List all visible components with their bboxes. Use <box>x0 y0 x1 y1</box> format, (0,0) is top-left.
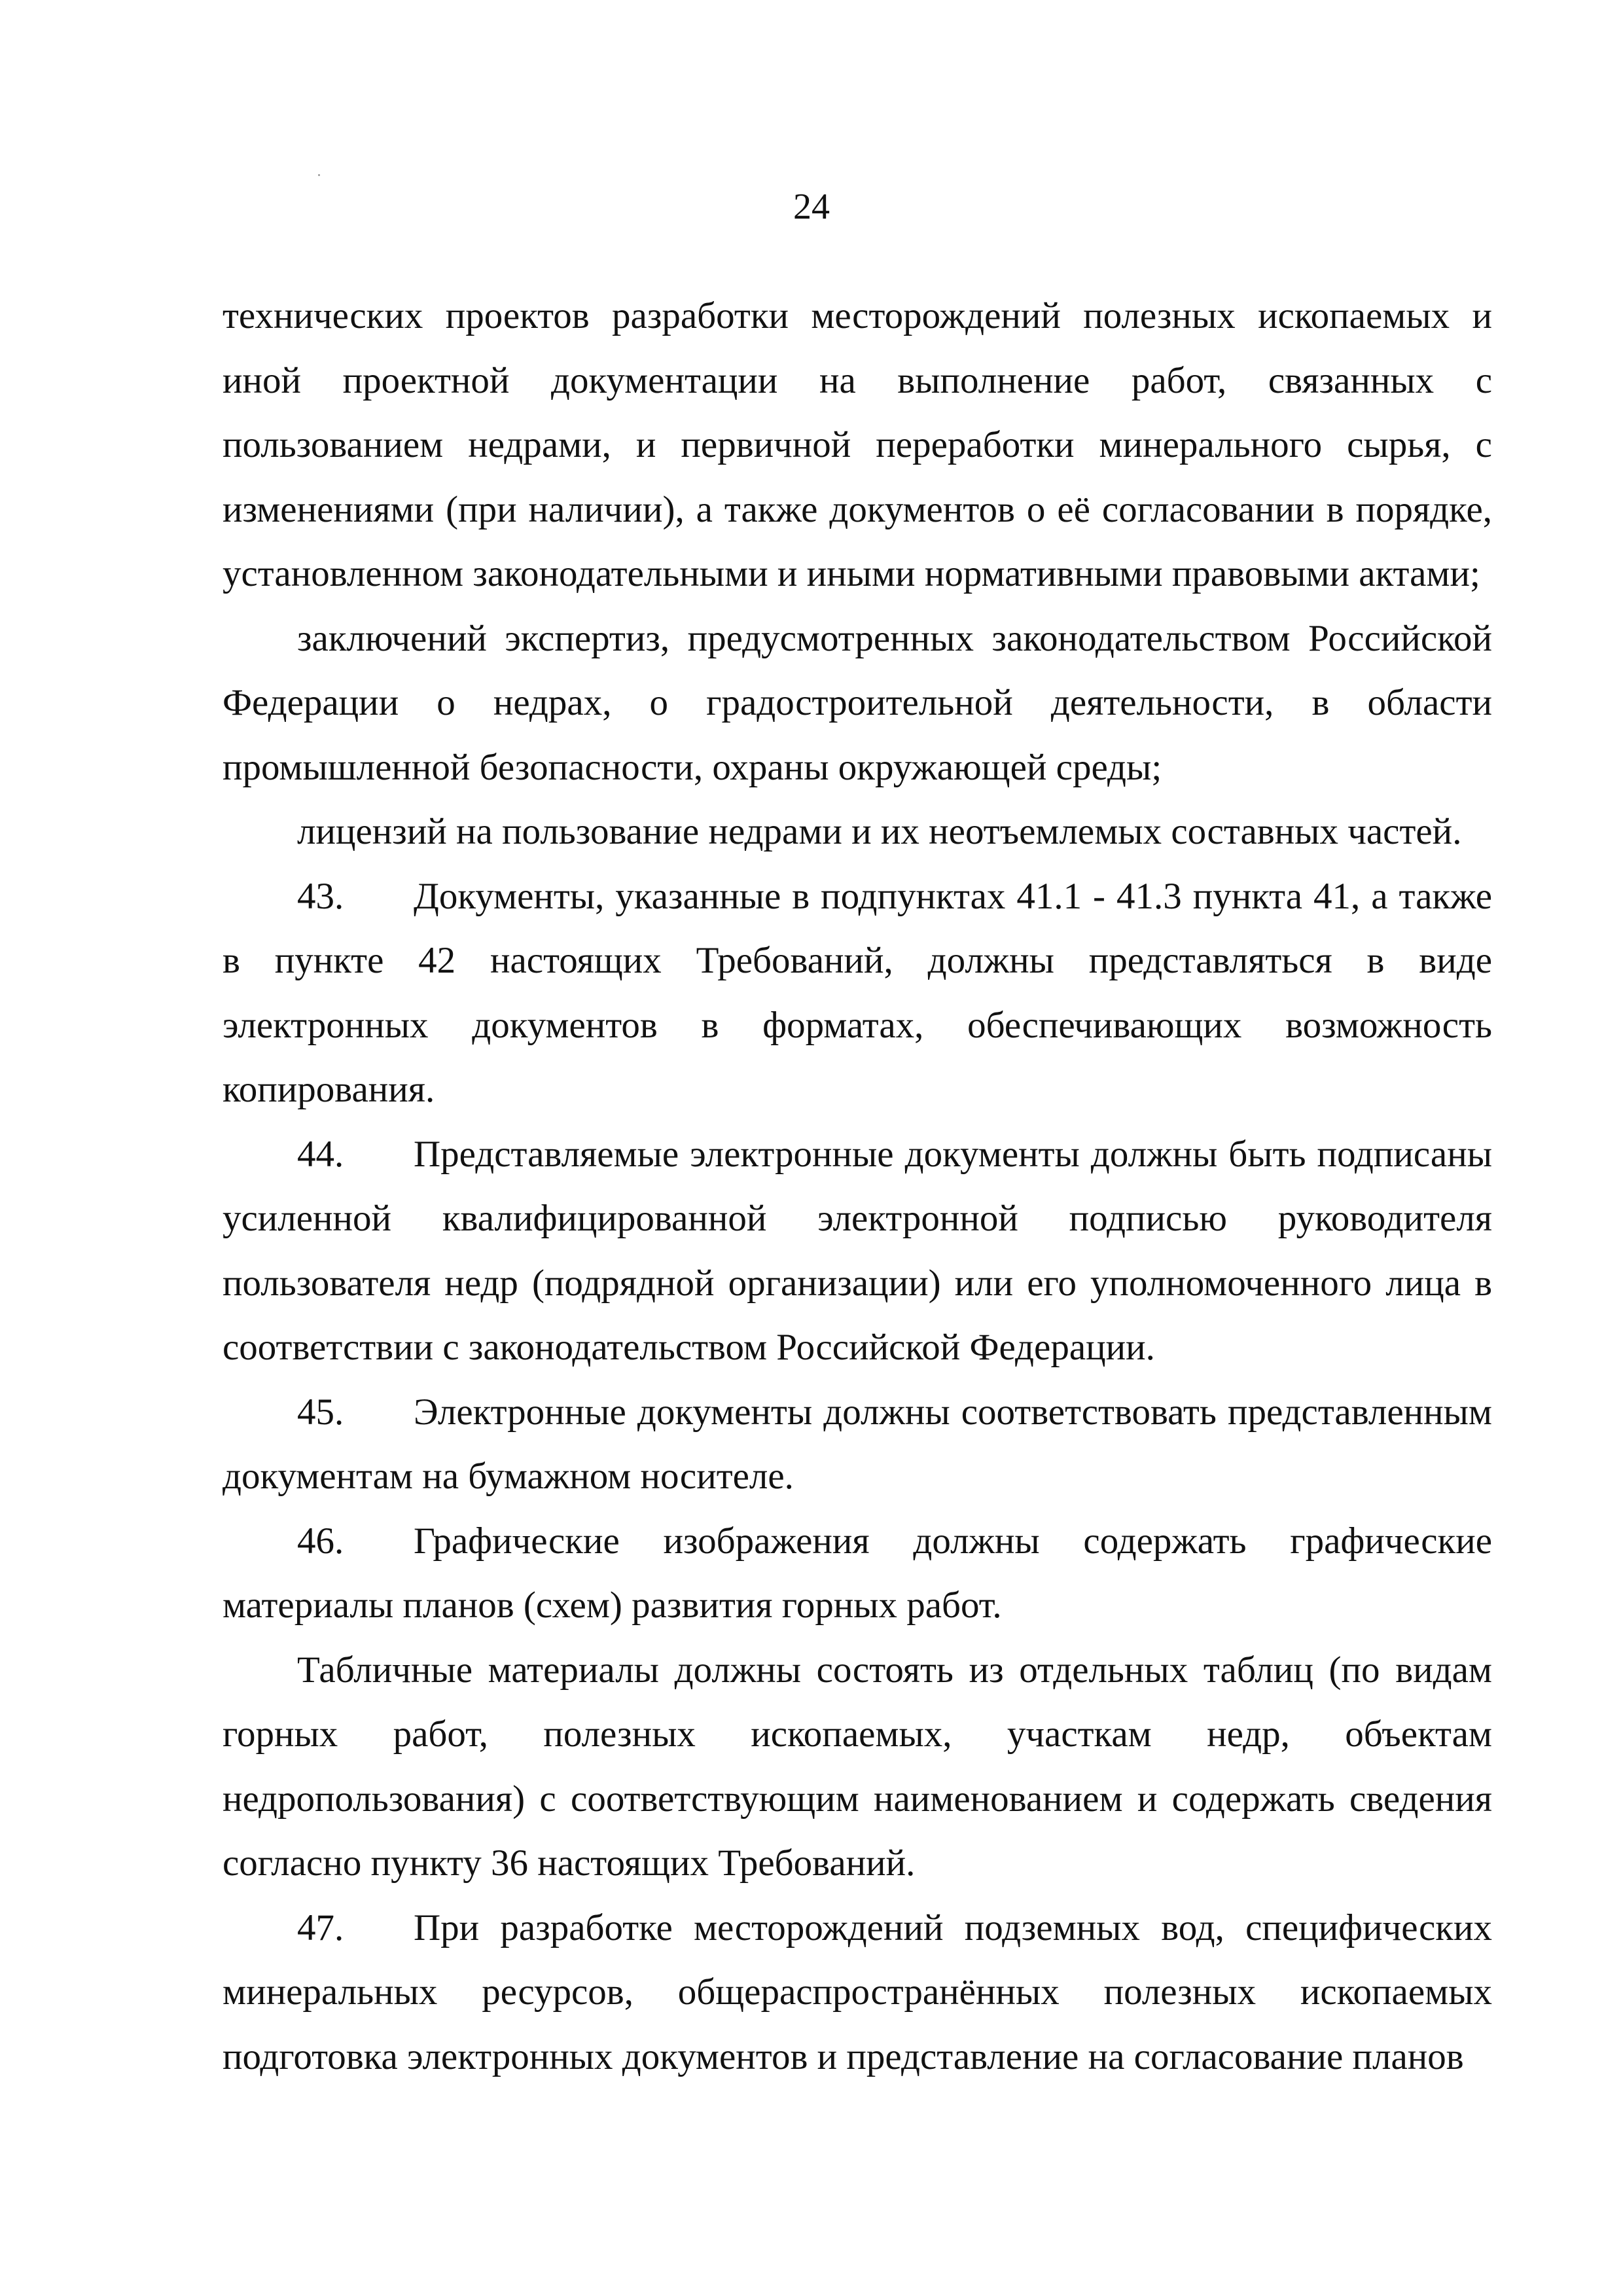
item-43 <box>223 865 1492 1122</box>
item-43-text: Документы, указанные в подпунктах 41.1 - 41.3 пункта 41, а также в пункте 42 настоящих Требований, должны представляться в виде электронных документов в форматах, обеспечивающих возможность копирования. <box>223 875 1492 1110</box>
item-44-text: Представляемые электронные документы должны быть подписаны усиленной квалифицированной электронной подписью руководителя пользователя недр (подрядной организации) или его уполномоченного лица в соответствии с законодательством Российской Федерации. <box>223 1133 1492 1368</box>
paragraph-table-materials: Табличные материалы должны состоять из отдельных таблиц (по видам горных работ, полезных ископаемых, участкам недр, объектам недропользования) с соответствующим наименованием и содержать сведения согласно пункту 36 настоящих Требований. <box>223 1649 1492 1884</box>
item-47-number: 47. <box>297 1907 344 1948</box>
item-46-text: Графические изображения должны содержать графические материалы планов (схем) развития горных работ. <box>223 1520 1492 1626</box>
item-47-text: При разработке месторождений подземных вод, специфических минеральных ресурсов, общераспространённых полезных ископаемых подготовка электронных документов и представление на согласование планов <box>223 1907 1492 2077</box>
item-45-text: Электронные документы должны соответствовать представленным документам на бумажном носителе. <box>223 1391 1492 1497</box>
item-46 <box>223 1509 1492 1638</box>
paragraph-licenses: лицензий на пользование недрами и их неотъемлемых составных частей. <box>297 811 1462 852</box>
page-number: 24 <box>793 187 830 227</box>
document-body <box>223 284 1492 2089</box>
item-47 <box>223 1896 1492 2090</box>
item-45 <box>223 1380 1492 1509</box>
item-44-number: 44. <box>297 1133 344 1175</box>
item-46-number: 46. <box>297 1520 344 1562</box>
paragraph-expert-conclusions: заключений экспертиз, предусмотренных законодательством Российской Федерации о недрах, о градостроительной деятельности, в области промышленной безопасности, охраны окружающей среды; <box>223 617 1492 788</box>
scan-dot <box>318 174 320 176</box>
item-44 <box>223 1122 1492 1380</box>
item-43-number: 43. <box>297 875 344 917</box>
paragraph-technical-projects: технических проектов разработки месторождений полезных ископаемых и иной проектной документации на выполнение работ, связанных с пользованием недрами, и первичной переработки минерального сырья, с изменениями (при наличии), а также документов о её согласовании в порядке, установленном законодательными и иными нормативными правовыми актами; <box>223 295 1492 594</box>
item-45-number: 45. <box>297 1391 344 1433</box>
